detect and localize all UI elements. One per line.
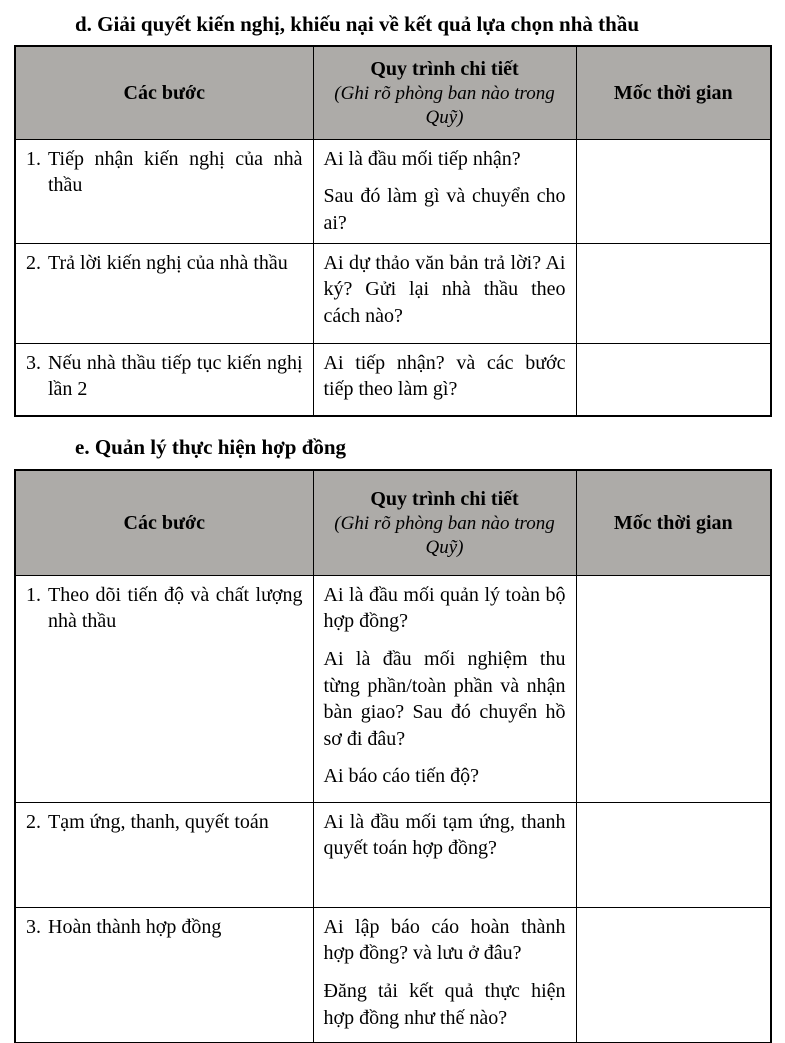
- detail-paragraph: Sau đó làm gì và chuyển cho ai?: [323, 185, 566, 234]
- table-row: [15, 139, 771, 243]
- column-header-process-title: Quy trình chi tiết: [370, 488, 519, 511]
- step-label: Trả lời kiến nghị của nhà thầu: [48, 251, 288, 274]
- step-number: 1.: [26, 583, 41, 606]
- section-d-heading: d. Giải quyết kiến nghị, khiếu nại về kết quả lựa chọn nhà thầu: [75, 12, 640, 36]
- step-number: 1.: [26, 147, 41, 170]
- step-number: 2.: [26, 810, 41, 833]
- step-cell: [15, 343, 313, 416]
- step-cell: [15, 575, 313, 802]
- table-contract-management: [14, 469, 772, 1043]
- detail-paragraph: Ai lập báo cáo hoàn thành hợp đồng? và lưu ở đâu?: [323, 915, 566, 965]
- milestone-cell: [576, 139, 771, 243]
- table-row: [15, 575, 771, 802]
- column-header-process-note: (Ghi rõ phòng ban nào trong Quỹ): [334, 83, 555, 128]
- milestone-cell: [576, 243, 771, 343]
- column-header-milestone-label: Mốc thời gian: [613, 82, 733, 104]
- step-label: Tạm ứng, thanh, quyết toán: [48, 810, 269, 833]
- section-e-heading: e. Quản lý thực hiện hợp đồng: [75, 435, 347, 460]
- table-row: [15, 907, 771, 1043]
- milestone-cell: [576, 343, 771, 416]
- column-header-process-detail: [313, 470, 576, 575]
- detail-paragraph: Ai là đầu mối quản lý toàn bộ hợp đồng?: [323, 583, 566, 633]
- column-header-steps: [15, 46, 313, 139]
- step-cell: [15, 907, 313, 1043]
- detail-cell: [313, 802, 576, 907]
- table-complaint-resolution: [14, 45, 772, 417]
- detail-paragraph: Ai báo cáo tiến độ?: [323, 765, 479, 788]
- milestone-cell: [576, 907, 771, 1043]
- step-cell: [15, 139, 313, 243]
- table-header-row: [15, 470, 771, 575]
- detail-cell: [313, 243, 576, 343]
- detail-cell: [313, 575, 576, 802]
- column-header-milestone: [576, 470, 771, 575]
- step-cell: [15, 802, 313, 907]
- detail-cell: [313, 139, 576, 243]
- step-label: Nếu nhà thầu tiếp tục kiến nghị lần 2: [48, 351, 303, 401]
- step-label: Theo dõi tiến độ và chất lượng nhà thầu: [48, 583, 303, 633]
- detail-paragraph: Ai là đầu mối tiếp nhận?: [323, 147, 521, 170]
- step-number: 2.: [26, 251, 41, 274]
- step-number: 3.: [26, 915, 41, 938]
- step-cell: [15, 243, 313, 343]
- column-header-process-title: Quy trình chi tiết: [370, 58, 519, 81]
- step-label: Hoàn thành hợp đồng: [48, 915, 222, 938]
- detail-paragraph: Ai tiếp nhận? và các bước tiếp theo làm gì?: [323, 351, 566, 401]
- column-header-steps-label: Các bước: [123, 82, 205, 104]
- step-label: Tiếp nhận kiến nghị của nhà thầu: [48, 147, 303, 197]
- column-header-steps-label: Các bước: [123, 512, 205, 535]
- table-row: [15, 343, 771, 416]
- table-row: [15, 243, 771, 343]
- detail-cell: [313, 343, 576, 416]
- column-header-process-note: (Ghi rõ phòng ban nào trong Quỹ): [334, 513, 555, 559]
- column-header-milestone: [576, 46, 771, 139]
- detail-paragraph: Ai là đầu mối tạm ứng, thanh quyết toán hợp đồng?: [323, 810, 566, 860]
- column-header-steps: [15, 470, 313, 575]
- milestone-cell: [576, 575, 771, 802]
- detail-paragraph: Đăng tải kết quả thực hiện hợp đồng như thế nào?: [323, 979, 566, 1029]
- column-header-milestone-label: Mốc thời gian: [613, 512, 733, 535]
- column-header-process-detail: [313, 46, 576, 139]
- table-header-row: [15, 46, 771, 139]
- detail-cell: [313, 907, 576, 1043]
- detail-paragraph: Ai là đầu mối nghiệm thu từng phần/toàn phần và nhận bàn giao? Sau đó chuyển hồ sơ đi đâu?: [323, 647, 566, 750]
- detail-paragraph: Ai dự thảo văn bản trả lời? Ai ký? Gửi lại nhà thầu theo cách nào?: [323, 251, 566, 327]
- step-number: 3.: [26, 351, 41, 374]
- milestone-cell: [576, 802, 771, 907]
- table-row: [15, 802, 771, 907]
